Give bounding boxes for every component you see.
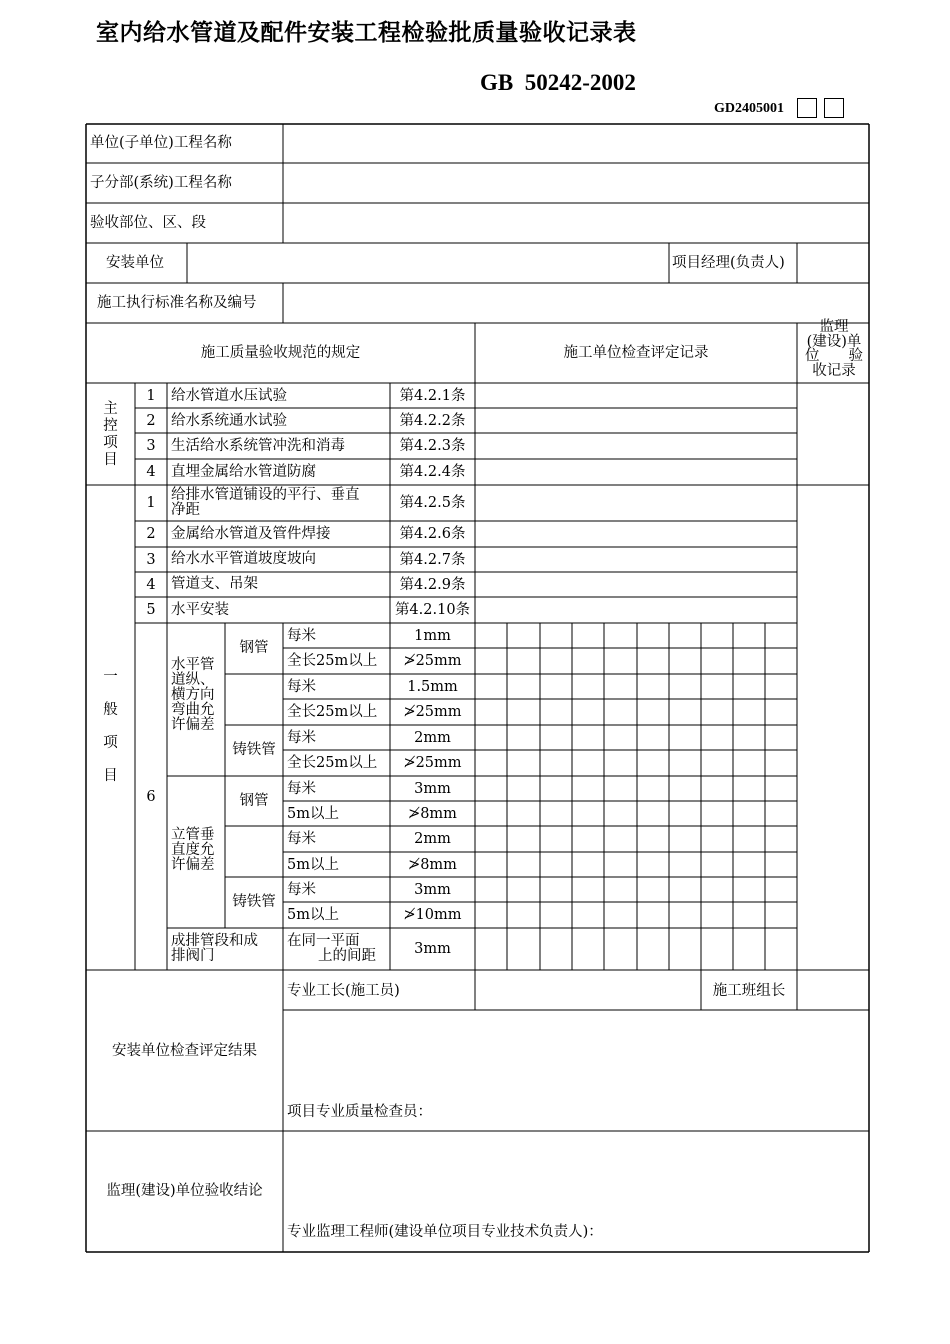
deviation-value: 1mm — [414, 627, 451, 644]
valve-row-desc-line: 在同一平面 — [287, 933, 360, 949]
unit-project-label: 单位(子单位)工程名称 — [90, 135, 232, 151]
install-result-label: 安装单位检查评定结果 — [112, 1043, 257, 1059]
supervision-record-header-line: 收记录 — [812, 362, 856, 379]
item-name-line: 管道支、吊架 — [171, 576, 258, 592]
main-control-label-char: 主 — [103, 401, 118, 417]
deviation-desc: 5m以上 — [287, 907, 339, 923]
item-number: 6 — [146, 789, 156, 805]
deviation-value: ≯25mm — [403, 704, 462, 720]
valve-row-label-line: 排阀门 — [171, 948, 215, 964]
supervision-record-header-line: (建设)单 — [806, 333, 862, 350]
standard-name-label: 施工执行标准名称及编号 — [97, 295, 257, 311]
install-unit-label: 安装单位 — [106, 255, 164, 271]
general-label-char: 项 — [103, 735, 118, 751]
valve-row-value: 3mm — [414, 941, 451, 957]
item-name-line: 给水水平管道坡度坡向 — [171, 551, 316, 567]
project-manager-label: 项目经理(负责人) — [672, 255, 785, 271]
quality-inspector-label: 项目专业质量检查员： — [287, 1104, 432, 1120]
steel-pipe-label: 钢管 — [239, 793, 269, 809]
deviation-desc: 全长25m以上 — [287, 704, 378, 720]
vertical-deviation-label-line: 立管垂 — [171, 827, 215, 843]
deviation-value: 3mm — [414, 881, 451, 898]
item-number: 4 — [146, 576, 156, 593]
deviation-desc: 每米 — [287, 881, 316, 898]
item-clause: 第4.2.7条 — [399, 551, 466, 568]
item-name-line: 金属给水管道及管件焊接 — [171, 525, 331, 542]
main-control-label-char: 控 — [103, 418, 118, 434]
general-label-char: 一 — [103, 669, 118, 685]
item-clause: 第4.2.5条 — [399, 495, 466, 511]
deviation-value: 2mm — [414, 729, 451, 746]
deviation-value: 1.5mm — [407, 678, 458, 695]
item-clause: 第4.2.1条 — [399, 387, 466, 404]
deviation-desc: 每米 — [287, 678, 316, 695]
deviation-value: ≯10mm — [403, 907, 462, 923]
deviation-value: ≯8mm — [408, 805, 457, 822]
deviation-desc: 5m以上 — [287, 805, 339, 822]
item-clause: 第4.2.6条 — [399, 526, 466, 542]
general-label-char: 般 — [103, 702, 118, 718]
supervision-conclusion-label: 监理(建设)单位验收结论 — [106, 1183, 263, 1199]
steel-pipe-label: 钢管 — [239, 640, 269, 656]
item-name-line: 给排水管道铺设的平行、垂直 — [171, 487, 360, 503]
cast-iron-pipe-label: 铸铁管 — [232, 894, 276, 910]
item-name: 给水系统通水试验 — [171, 412, 287, 429]
supervision-record-header-line: 位 验 — [805, 348, 863, 364]
main-control-label-char: 目 — [103, 452, 118, 468]
deviation-value: ≯25mm — [403, 755, 462, 771]
item-name: 给水管道水压试验 — [171, 387, 287, 404]
foreman-label: 专业工长(施工员) — [287, 983, 400, 999]
deviation-desc: 全长25m以上 — [287, 653, 378, 669]
item-name: 直埋金属给水管道防腐 — [171, 464, 316, 480]
item-number: 2 — [146, 412, 156, 429]
deviation-desc: 5m以上 — [287, 856, 339, 873]
horizontal-deviation-label-line: 横方向 — [171, 687, 215, 703]
item-number: 4 — [146, 464, 156, 480]
vertical-deviation-label-line: 直度允 — [171, 842, 215, 858]
item-number: 1 — [146, 387, 156, 404]
horizontal-deviation-label-line: 水平管 — [171, 657, 215, 673]
supervision-record-header-line: 监理 — [819, 319, 849, 335]
deviation-desc: 每米 — [287, 780, 316, 797]
item-name-line: 净距 — [171, 502, 200, 518]
valve-row-desc-line: 上的间距 — [318, 948, 376, 964]
acceptance-part-label: 验收部位、区、段 — [90, 215, 206, 231]
item-clause: 第4.2.3条 — [399, 438, 466, 454]
item-clause: 第4.2.9条 — [399, 576, 466, 593]
deviation-value: 3mm — [414, 780, 451, 797]
item-name: 生活给水系统管冲洗和消毒 — [171, 438, 345, 454]
form-code: GD2405001 — [714, 101, 784, 116]
item-clause: 第4.2.2条 — [399, 412, 466, 429]
item-clause: 第4.2.4条 — [399, 464, 466, 480]
horizontal-deviation-label-line: 道纵、 — [171, 672, 215, 688]
vertical-deviation-label-line: 许偏差 — [171, 857, 215, 873]
valve-row-label-line: 成排管段和成 — [171, 933, 258, 949]
sub-division-label: 子分部(系统)工程名称 — [90, 175, 232, 191]
deviation-desc: 每米 — [287, 729, 316, 746]
deviation-value: ≯8mm — [408, 856, 457, 873]
general-label-char: 目 — [103, 768, 118, 784]
item-number: 2 — [146, 526, 156, 542]
item-name-line: 水平安装 — [171, 601, 229, 618]
deviation-desc: 每米 — [287, 831, 316, 847]
construction-record-header: 施工单位检查评定记录 — [563, 345, 709, 361]
deviation-value: ≯25mm — [403, 653, 462, 669]
item-number: 3 — [146, 551, 156, 568]
deviation-desc: 每米 — [287, 627, 316, 644]
supervision-engineer-label: 专业监理工程师(建设单位项目专业技术负责人)： — [287, 1224, 603, 1240]
horizontal-deviation-label-line: 弯曲允 — [171, 702, 215, 718]
item-number: 1 — [146, 495, 156, 511]
deviation-desc: 全长25m以上 — [287, 755, 378, 771]
spec-rules-header: 施工质量验收规范的规定 — [200, 345, 361, 361]
item-number: 3 — [146, 438, 156, 454]
item-clause: 第4.2.10条 — [394, 602, 471, 618]
main-control-label-char: 项 — [103, 435, 118, 451]
form-title: 室内给水管道及配件安装工程检验批质量验收记录表 — [96, 20, 637, 46]
standard-code: GB 50242-2002 — [480, 70, 636, 95]
horizontal-deviation-label-line: 许偏差 — [171, 717, 215, 733]
item-number: 5 — [146, 602, 156, 618]
cast-iron-pipe-label: 铸铁管 — [232, 742, 276, 758]
team-leader-label: 施工班组长 — [712, 983, 786, 999]
deviation-value: 2mm — [414, 831, 451, 847]
